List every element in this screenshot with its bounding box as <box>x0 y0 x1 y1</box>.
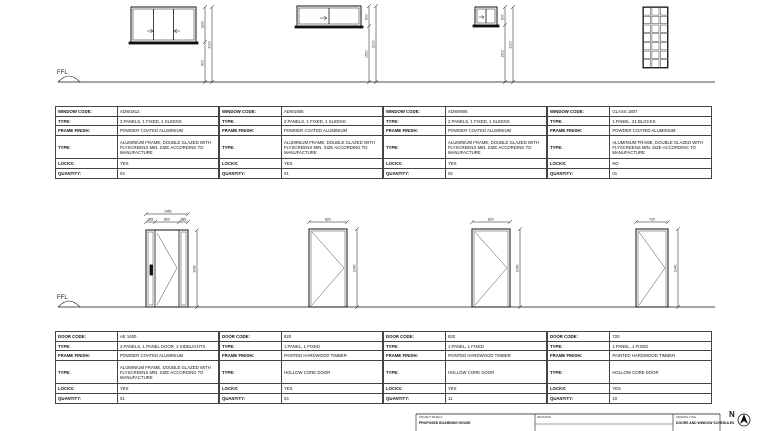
row-value-qty: 11 <box>445 394 546 404</box>
table-row <box>220 136 383 159</box>
table-row <box>56 332 219 342</box>
glass-block <box>652 16 659 24</box>
row-key-qty: QUANTITY: <box>220 394 282 404</box>
door-table-2 <box>219 331 383 404</box>
row-key-type2: TYPE: <box>56 361 118 384</box>
row-key-locks: LOCKS: <box>548 384 610 394</box>
glass-block <box>644 16 651 24</box>
row-value-locks: YES <box>117 384 218 394</box>
row-key-finish: FRAME FINISH: <box>220 126 282 136</box>
table-row <box>56 394 219 404</box>
table-row <box>384 361 547 384</box>
glass-block <box>644 51 651 59</box>
table-row <box>384 136 547 159</box>
row-key-type2: TYPE: <box>548 361 610 384</box>
row-value-qty: 04 <box>281 394 382 404</box>
ffl-marker-bottom <box>58 301 80 307</box>
row-key-type: TYPE: <box>384 117 446 126</box>
row-key-finish: FRAME FINISH: <box>384 126 446 136</box>
row-value-qty: 01 <box>610 169 712 179</box>
glass-block <box>652 42 659 50</box>
table-row <box>220 107 383 117</box>
table-row <box>548 361 712 384</box>
ffl-label-bottom: FFL <box>57 295 68 301</box>
row-value-type2: HOLLOW CORE DOOR <box>281 361 382 384</box>
row-value-qty: 01 <box>117 394 218 404</box>
table-row <box>220 117 383 126</box>
row-value-type: 2 PANELS, 1 FIXED, 1 SLIDING <box>445 117 546 126</box>
glass-block <box>644 60 651 68</box>
table-row <box>384 394 547 404</box>
row-key-finish: FRAME FINISH: <box>56 351 118 361</box>
row-value-type2: HOLLOW CORE DOOR <box>610 361 712 384</box>
row-key-code: WINDOW CODE: <box>56 107 118 117</box>
table-row <box>56 126 219 136</box>
row-key-type2: TYPE: <box>384 361 446 384</box>
glass-block <box>644 25 651 33</box>
row-value-locks: YES <box>445 384 546 394</box>
row-key-locks: LOCKS: <box>548 159 610 169</box>
dimension-label: 2100 <box>508 40 513 49</box>
glass-block <box>652 60 659 68</box>
table-row <box>56 107 219 117</box>
dimension-label: 900 <box>200 60 205 66</box>
row-value-code: 820 <box>445 332 546 342</box>
door-elevation-1 <box>144 210 199 310</box>
project-label: PROJECT DETAILS <box>419 416 443 419</box>
table-row <box>548 332 712 342</box>
row-key-type: TYPE: <box>220 117 282 126</box>
table-row <box>548 342 712 351</box>
table-row <box>384 126 547 136</box>
table-row <box>548 107 712 117</box>
glass-block <box>644 42 651 50</box>
row-value-code: 820 <box>281 332 382 342</box>
door-table-4 <box>547 331 712 404</box>
table-row <box>220 159 383 169</box>
table-row <box>384 107 547 117</box>
row-value-locks: YES <box>281 159 382 169</box>
dimension-label: 1500 <box>500 49 505 58</box>
row-value-qty: 04 <box>117 169 218 179</box>
table-row <box>548 136 712 159</box>
row-value-finish: POWDER COATED ALUMINIUM <box>117 351 218 361</box>
glass-block <box>660 25 667 33</box>
row-key-code: DOOR CODE: <box>384 332 446 342</box>
table-row <box>384 384 547 394</box>
window-table-3 <box>383 106 547 179</box>
row-value-finish: POWDER COATED ALUMINIUM <box>117 126 218 136</box>
door-elevation-3 <box>470 218 522 310</box>
row-value-finish: POWDER COATED ALUMINIUM <box>445 126 546 136</box>
table-row <box>56 351 219 361</box>
dimension-label: 600 <box>500 14 505 20</box>
row-key-type: TYPE: <box>548 342 610 351</box>
row-key-code: DOOR CODE: <box>220 332 282 342</box>
drawing-title-label: DRAWING TITLE <box>676 416 697 419</box>
row-key-finish: FRAME FINISH: <box>384 351 446 361</box>
row-key-locks: LOCKS: <box>384 384 446 394</box>
row-value-code: ADW1806 <box>281 107 382 117</box>
row-value-finish: PAINTED HARDWOOD TIMBER <box>445 351 546 361</box>
row-value-type: 3 PANELS, 1 FIXED, 2 SLIDING <box>117 117 218 126</box>
row-value-type2: ALUMINIUM FRAME, DOUBLE GLAZED WITH FLYSCREENS MIN. SIZE ACCORDING TO MANUFACTURE <box>117 136 218 159</box>
dimension-label: 820 <box>488 217 494 222</box>
dimension-label: 820 <box>164 217 170 222</box>
table-row <box>384 332 547 342</box>
table-row <box>220 361 383 384</box>
window-elevation-4 <box>643 7 668 68</box>
row-value-code: 720 <box>610 332 712 342</box>
row-value-qty: 10 <box>610 394 712 404</box>
window-table-2 <box>219 106 383 179</box>
table-row <box>220 351 383 361</box>
table-row <box>384 117 547 126</box>
row-key-qty: QUANTITY: <box>56 394 118 404</box>
dimension-label: 385 <box>147 217 154 222</box>
ffl-label-top: FFL <box>57 70 68 76</box>
row-key-qty: QUANTITY: <box>56 169 118 179</box>
dimension-label: 1450 <box>164 209 172 214</box>
row-key-code: WINDOW CODE: <box>548 107 610 117</box>
row-value-locks: YES <box>445 159 546 169</box>
window-table-1 <box>55 106 219 179</box>
door-elevation-4 <box>634 218 680 310</box>
dimension-label: 2040 <box>673 264 678 272</box>
window-elevation-1 <box>129 5 214 84</box>
window-elevation-3 <box>473 5 515 84</box>
row-key-finish: FRAME FINISH: <box>56 126 118 136</box>
table-row <box>384 169 547 179</box>
table-row <box>548 159 712 169</box>
row-key-type2: TYPE: <box>56 136 118 159</box>
dimension-label: 1200 <box>200 20 205 29</box>
row-key-qty: QUANTITY: <box>548 394 610 404</box>
row-value-type2: ALUMINIUM FRAME, DOUBLE GLAZED WITH FLYSCREENS MIN. SIZE ACCORDING TO MANUFACTURE <box>610 136 712 159</box>
row-value-type: 2 PANELS, 1 FIXED, 1 SLIDING <box>281 117 382 126</box>
row-key-finish: FRAME FINISH: <box>220 351 282 361</box>
row-key-type2: TYPE: <box>384 136 446 159</box>
row-value-finish: PAINTED HARDWOOD TIMBER <box>610 351 712 361</box>
row-key-type: TYPE: <box>384 342 446 351</box>
row-value-qty: 02 <box>445 169 546 179</box>
glass-block <box>660 60 667 68</box>
dimension-label: 2090 <box>192 264 197 273</box>
table-row <box>56 169 219 179</box>
window-elevation-2 <box>295 4 378 84</box>
door-table-3 <box>383 331 547 404</box>
dimension-label: 600 <box>364 14 369 20</box>
dimension-label: 2040 <box>515 264 520 272</box>
table-row <box>384 159 547 169</box>
row-value-locks: YES <box>610 384 712 394</box>
table-row <box>220 126 383 136</box>
row-value-type2: ALUMINIUM FRAME, DOUBLE GLAZED WITH FLYSCREENS MIN. SIZE ACCORDING TO MANUFACTURE <box>445 136 546 159</box>
table-row <box>56 384 219 394</box>
row-key-type2: TYPE: <box>548 136 610 159</box>
row-value-finish: POWDER COATED ALUMINIUM <box>281 126 382 136</box>
row-value-code: AE 1400 <box>117 332 218 342</box>
dimension-label: 820 <box>325 217 331 222</box>
door-elevations <box>144 210 680 310</box>
table-row <box>548 117 712 126</box>
dimension-label: 1500 <box>364 50 369 58</box>
window-elevations <box>129 4 668 84</box>
table-row <box>384 351 547 361</box>
row-value-type: 1 PANEL, 1 FIXED <box>610 342 712 351</box>
table-row <box>220 332 383 342</box>
glass-block <box>652 25 659 33</box>
row-key-type2: TYPE: <box>220 136 282 159</box>
row-value-type2: ALUMINIUM FRAME, DOUBLE GLAZED WITH FLYSCREENS MIN. SIZE ACCORDING TO MANUFACTURE <box>117 361 218 384</box>
row-key-code: DOOR CODE: <box>56 332 118 342</box>
row-key-type: TYPE: <box>548 117 610 126</box>
row-value-type: 1 PANEL, 21 BLOCKS <box>610 117 712 126</box>
table-row <box>220 342 383 351</box>
table-row <box>56 136 219 159</box>
row-key-type: TYPE: <box>56 342 118 351</box>
row-value-code: ADW0906 <box>445 107 546 117</box>
table-row <box>56 159 219 169</box>
glass-block <box>660 51 667 59</box>
glass-block <box>652 34 659 42</box>
row-value-finish: PAINTED HARDWOOD TIMBER <box>281 351 382 361</box>
table-row <box>548 384 712 394</box>
dimension-label: 720 <box>649 217 655 222</box>
row-value-finish: POWDER COATED ALUMINIUM <box>610 126 712 136</box>
row-key-locks: LOCKS: <box>220 384 282 394</box>
dimension-label: 2100 <box>371 40 376 48</box>
row-key-code: WINDOW CODE: <box>220 107 282 117</box>
table-row <box>548 351 712 361</box>
revisions-label: REVISIONS <box>537 416 552 419</box>
table-row <box>548 394 712 404</box>
row-key-qty: QUANTITY: <box>220 169 282 179</box>
glass-block <box>652 8 659 16</box>
row-value-type: 3 PANELS, 1 PANEL DOOR, 2 SIDELIGHTS <box>117 342 218 351</box>
row-value-locks: YES <box>117 159 218 169</box>
table-row <box>548 126 712 136</box>
glass-block <box>652 51 659 59</box>
row-value-code: ADW1812 <box>117 107 218 117</box>
row-key-finish: FRAME FINISH: <box>548 351 610 361</box>
table-row <box>220 169 383 179</box>
row-value-code: GLASS 1807 <box>610 107 712 117</box>
project-name: PROPOSED BOARDING HOUSE <box>419 421 471 425</box>
row-key-finish: FRAME FINISH: <box>548 126 610 136</box>
table-row <box>56 117 219 126</box>
row-key-locks: LOCKS: <box>220 159 282 169</box>
title-block <box>416 414 735 431</box>
door-elevation-2 <box>307 218 359 310</box>
row-key-qty: QUANTITY: <box>384 394 446 404</box>
row-key-type: TYPE: <box>220 342 282 351</box>
glass-block <box>660 8 667 16</box>
row-key-locks: LOCKS: <box>384 159 446 169</box>
table-row <box>56 361 219 384</box>
dimension-label: 385 <box>180 217 187 222</box>
row-key-qty: QUANTITY: <box>548 169 610 179</box>
row-value-type2: HOLLOW CORE DOOR <box>445 361 546 384</box>
glass-block <box>660 16 667 24</box>
row-value-type: 1 PANEL, 1 FIXED <box>445 342 546 351</box>
row-key-type: TYPE: <box>56 117 118 126</box>
row-value-locks: NO <box>610 159 712 169</box>
door-table-1 <box>55 331 219 404</box>
dimension-label: 2040 <box>352 264 357 272</box>
row-key-locks: LOCKS: <box>56 159 118 169</box>
north-label: N <box>729 410 735 419</box>
table-row <box>56 342 219 351</box>
row-key-code: DOOR CODE: <box>548 332 610 342</box>
table-row <box>384 342 547 351</box>
table-row <box>220 384 383 394</box>
window-table-4 <box>547 106 712 179</box>
glass-block <box>644 8 651 16</box>
row-key-code: WINDOW CODE: <box>384 107 446 117</box>
dimension-label: 2100 <box>207 40 212 49</box>
row-value-type: 1 PANEL, 1 FIXED <box>281 342 382 351</box>
row-key-locks: LOCKS: <box>56 384 118 394</box>
row-value-type2: ALUMINIUM FRAME, DOUBLE GLAZED WITH FLYSCREENS MIN. SIZE ACCORDING TO MANUFACTURE <box>281 136 382 159</box>
table-row <box>548 169 712 179</box>
ffl-marker-top <box>58 76 80 82</box>
row-value-qty: 01 <box>281 169 382 179</box>
drawing-title: DOORS AND WINDOW SCHEDULES <box>676 421 735 425</box>
row-key-qty: QUANTITY: <box>384 169 446 179</box>
table-row <box>220 394 383 404</box>
glass-block <box>660 34 667 42</box>
glass-block <box>644 34 651 42</box>
glass-block <box>660 42 667 50</box>
row-key-type2: TYPE: <box>220 361 282 384</box>
row-value-locks: YES <box>281 384 382 394</box>
